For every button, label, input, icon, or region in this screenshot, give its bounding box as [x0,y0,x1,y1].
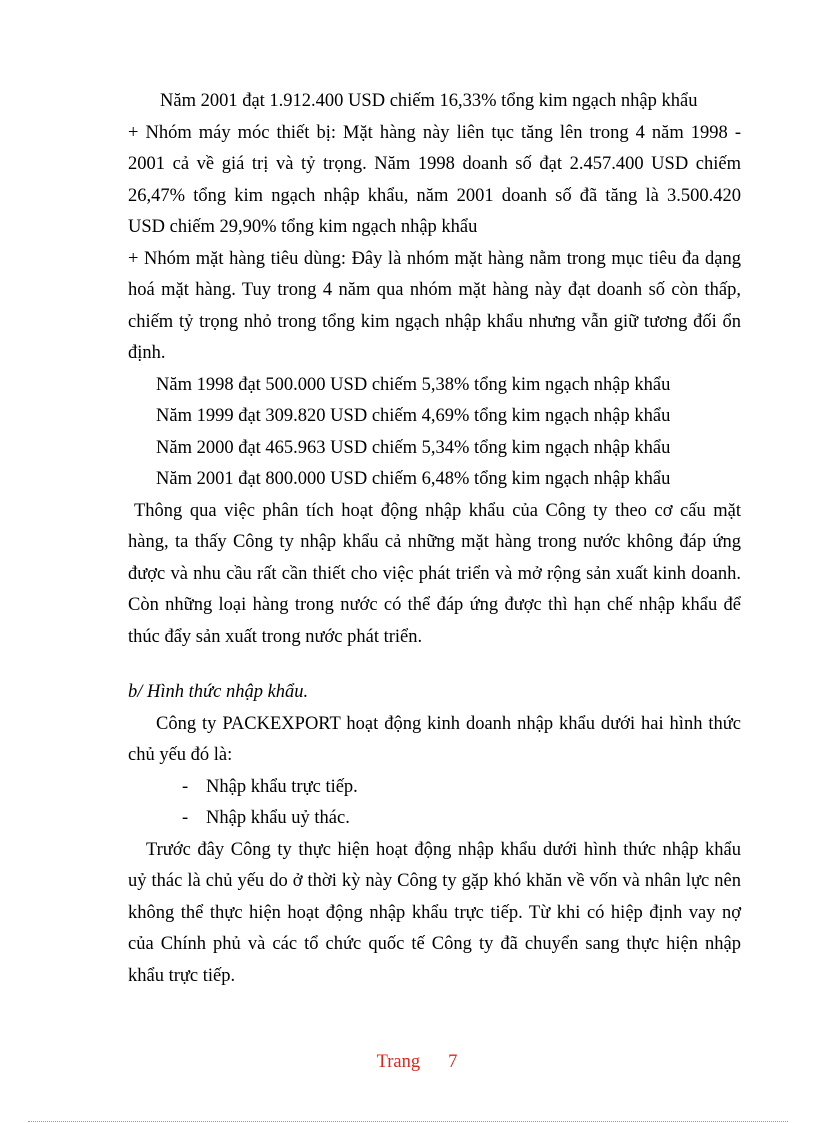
text-line: chủ yếu đó là: [128,745,233,765]
text-line: hoá mặt hàng. Tuy trong 4 năm qua nhóm mặt hàng này đạt doanh số còn thấp, [128,280,741,300]
text-line: của Chính phủ và các tổ chức quốc tế Công ty đã chuyển sang thực hiện nhập [128,934,741,954]
spacer [128,653,741,677]
text-line: hàng, ta thấy Công ty nhập khẩu cả những mặt hàng trong nước không đáp ứng [128,532,741,552]
text-line: chiếm tỷ trọng nhỏ trong tổng kim ngạch nhập khẩu nhưng vẫn giữ tương đối ổn [128,311,741,332]
year-figure-line: Năm 2000 đạt 465.963 USD chiếm 5,34% tổng kim ngạch nhập khẩu [156,437,671,458]
text-line: khẩu trực tiếp. [128,965,236,986]
paragraph-import-forms [128,709,741,772]
text-line: USD chiếm 29,90% tổng kim ngạch nhập khẩu [128,217,478,237]
text-line: 26,47% tổng kim ngạch nhập khẩu, năm 2001 doanh số đã tăng là 3.500.420 [128,185,741,206]
page-body [128,86,741,992]
page-number: 7 [448,1052,458,1072]
text-line: Công ty PACKEXPORT hoạt động kinh doanh nhập khẩu dưới hai hình thức [156,713,741,734]
page-label: Trang [376,1052,421,1072]
paragraph-history [128,835,741,993]
paragraph-import-2001-group1 [128,86,741,118]
text-line: 2001 cả về giá trị và tỷ trọng. Năm 1998 doanh số đạt 2.457.400 USD chiếm [128,154,741,174]
text-line: được và nhu cầu rất cần thiết cho việc phát triển và mở rộng sản xuất kinh doanh. [128,563,741,584]
paragraph-machinery-group [128,118,741,244]
section-heading: b/ Hình thức nhập khẩu. [128,682,309,702]
text-line: không thể thực hiện hoạt động nhập khẩu trực tiếp. Từ khi có hiệp định vay nợ [128,902,741,923]
year-figure-line: Năm 2001 đạt 800.000 USD chiếm 6,48% tổng kim ngạch nhập khẩu [156,469,671,489]
year-figure-line: Năm 1998 đạt 500.000 USD chiếm 5,38% tổng kim ngạch nhập khẩu [156,374,671,395]
dash-bullet: - [182,808,189,828]
text-line: định. [128,343,166,363]
list-item-label: Nhập khẩu trực tiếp. [206,776,358,797]
dash-bullet: - [182,776,189,797]
text-line: Năm 2001 đạt 1.912.400 USD chiếm 16,33% tổng kim ngạch nhập khẩu [160,91,698,111]
text-line: Còn những loại hàng trong nước có thể đáp ứng được thì hạn chế nhập khẩu để [128,595,741,615]
list-item-label: Nhập khẩu uỷ thác. [206,808,350,828]
text-line: Thông qua việc phân tích hoạt động nhập khẩu của Công ty theo cơ cấu mặt [134,500,741,521]
import-forms-list [128,772,741,835]
page-bottom-divider [28,1121,788,1122]
yearly-figures-list [128,370,741,496]
text-line: + Nhóm máy móc thiết bị: Mặt hàng này liên tục tăng lên trong 4 năm 1998 - [128,122,741,143]
list-item [128,772,741,804]
text-line: thúc đẩy sản xuất trong nước phát triển. [128,626,423,647]
paragraph-analysis [128,496,741,654]
text-line: uỷ thác là chủ yếu do ở thời kỳ này Công ty gặp khó khăn về vốn và nhân lực nên [128,871,741,891]
text-line: Trước đây Công ty thực hiện hoạt động nhập khẩu dưới hình thức nhập khẩu [146,839,741,860]
text-line: + Nhóm mặt hàng tiêu dùng: Đây là nhóm mặt hàng nằm trong mục tiêu đa dạng [128,248,741,269]
list-item [128,803,741,835]
page-footer [0,1052,816,1073]
paragraph-consumer-goods-group [128,244,741,370]
year-figure-line: Năm 1999 đạt 309.820 USD chiếm 4,69% tổng kim ngạch nhập khẩu [156,406,671,426]
